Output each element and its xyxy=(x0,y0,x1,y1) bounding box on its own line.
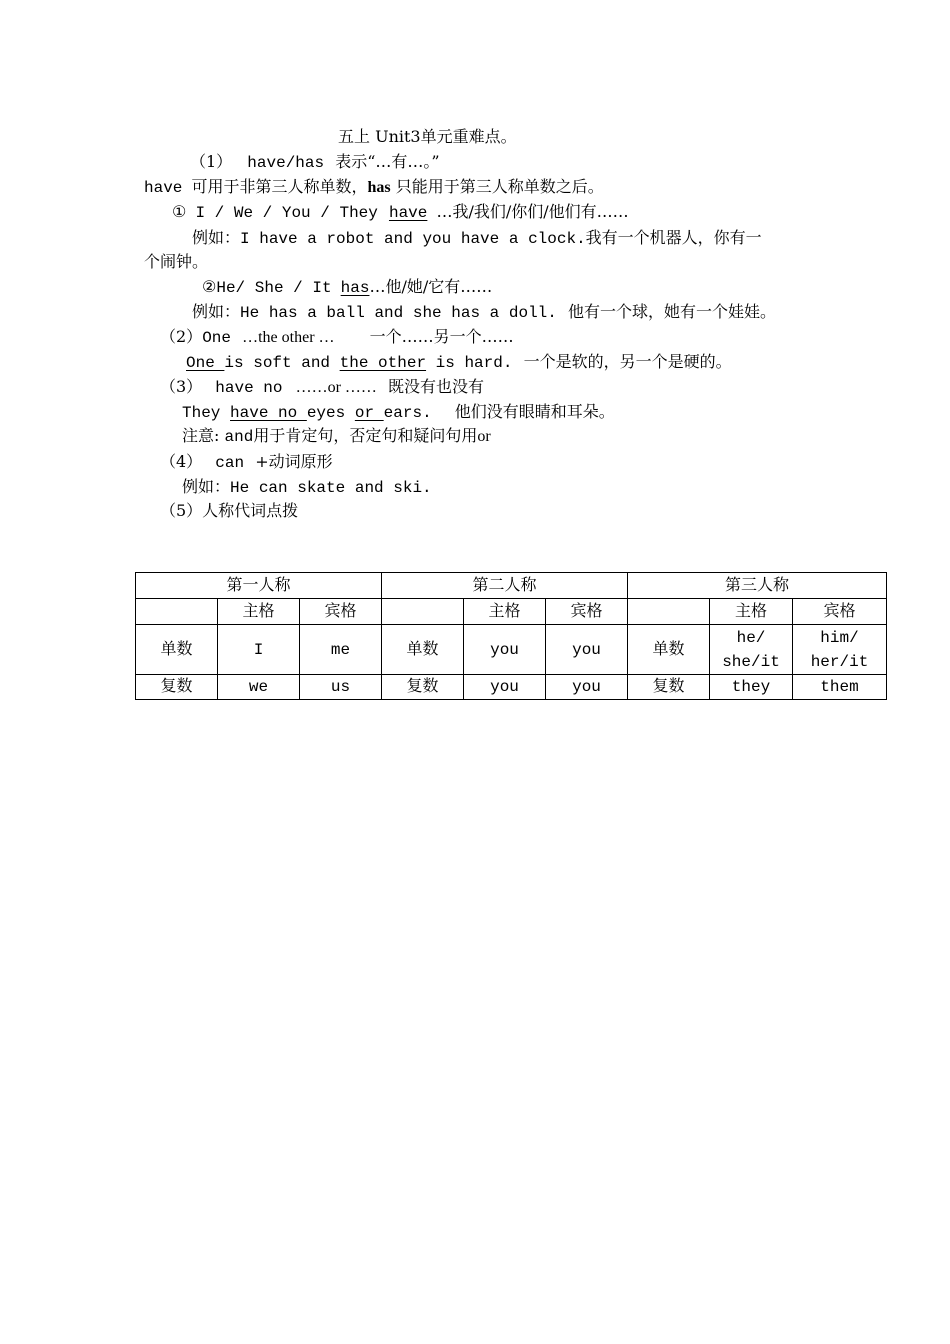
cell-third-object-singular: him/ her/it xyxy=(793,625,887,675)
cell-third-subject-singular: he/ she/it xyxy=(710,625,793,675)
point-1-example-1-cont: 个闹钟。 xyxy=(144,252,209,271)
pronoun-table xyxy=(135,572,887,700)
point-5-heading: （5）人称代词点拨 xyxy=(160,501,299,520)
point-2-example: One is soft and the other is hard. 一个是软的，另一个是硬的。 xyxy=(186,352,732,372)
cell-first-object-plural: us xyxy=(300,675,382,700)
row-label-singular: 单数 xyxy=(382,625,464,675)
subheader-blank xyxy=(628,599,710,625)
row-label-plural: 复数 xyxy=(136,675,218,700)
table-row-singular xyxy=(136,625,887,675)
row-label-plural: 复数 xyxy=(382,675,464,700)
point-1-example-1: 例如：I have a robot and you have a clock.我有一个机器人，你有一 xyxy=(192,228,762,248)
row-label-plural: 复数 xyxy=(628,675,710,700)
group-header-first-person: 第一人称 xyxy=(136,573,382,599)
cell-second-object-plural: you xyxy=(546,675,628,700)
point-1-rule: have 可用于非第三人称单数，has 只能用于第三人称单数之后。 xyxy=(144,177,604,197)
subheader-subject: 主格 xyxy=(218,599,300,625)
cell-third-object-plural: them xyxy=(793,675,887,700)
table-row-plural xyxy=(136,675,887,700)
cell-second-subject-singular: you xyxy=(464,625,546,675)
point-1-item-1: ① I / We / You / They have …我/我们/你们/他们有…… xyxy=(172,202,629,222)
subheader-object: 宾格 xyxy=(300,599,382,625)
subheader-blank xyxy=(136,599,218,625)
subheader-subject: 主格 xyxy=(710,599,793,625)
cell-second-object-singular: you xyxy=(546,625,628,675)
point-4-example: 例如：He can skate and ski. xyxy=(182,477,432,497)
subheader-subject: 主格 xyxy=(464,599,546,625)
point-3-heading: （3） have no ……or …… 既没有也没有 xyxy=(160,377,485,397)
cell-first-subject-plural: we xyxy=(218,675,300,700)
subheader-object: 宾格 xyxy=(793,599,887,625)
point-1-heading: （1） have/has 表示“…有…。” xyxy=(190,152,440,172)
cell-first-subject-singular: I xyxy=(218,625,300,675)
point-3-example: They have no eyes or ears. 他们没有眼睛和耳朵。 xyxy=(182,402,615,422)
point-2-heading: （2）One …the other … 一个……另一个…… xyxy=(160,327,514,347)
subheader-blank xyxy=(382,599,464,625)
cell-second-subject-plural: you xyxy=(464,675,546,700)
row-label-singular: 单数 xyxy=(628,625,710,675)
group-header-third-person: 第三人称 xyxy=(628,573,887,599)
point-4-heading: （4） can +动词原形 xyxy=(160,452,333,472)
page-title: 五上 Unit3单元重难点。 xyxy=(338,127,517,146)
point-1-example-2: 例如：He has a ball and she has a doll. 他有一个球，她有一个娃娃。 xyxy=(192,302,776,322)
cell-first-object-singular: me xyxy=(300,625,382,675)
table-subheader-row xyxy=(136,599,887,625)
point-3-note: 注意: and用于肯定句，否定句和疑问句用or xyxy=(182,426,491,446)
row-label-singular: 单数 xyxy=(136,625,218,675)
table-group-header-row xyxy=(136,573,887,599)
cell-third-subject-plural: they xyxy=(710,675,793,700)
subheader-object: 宾格 xyxy=(546,599,628,625)
point-1-item-2: ②He/ She / It has…他/她/它有…… xyxy=(202,277,493,297)
group-header-second-person: 第二人称 xyxy=(382,573,628,599)
